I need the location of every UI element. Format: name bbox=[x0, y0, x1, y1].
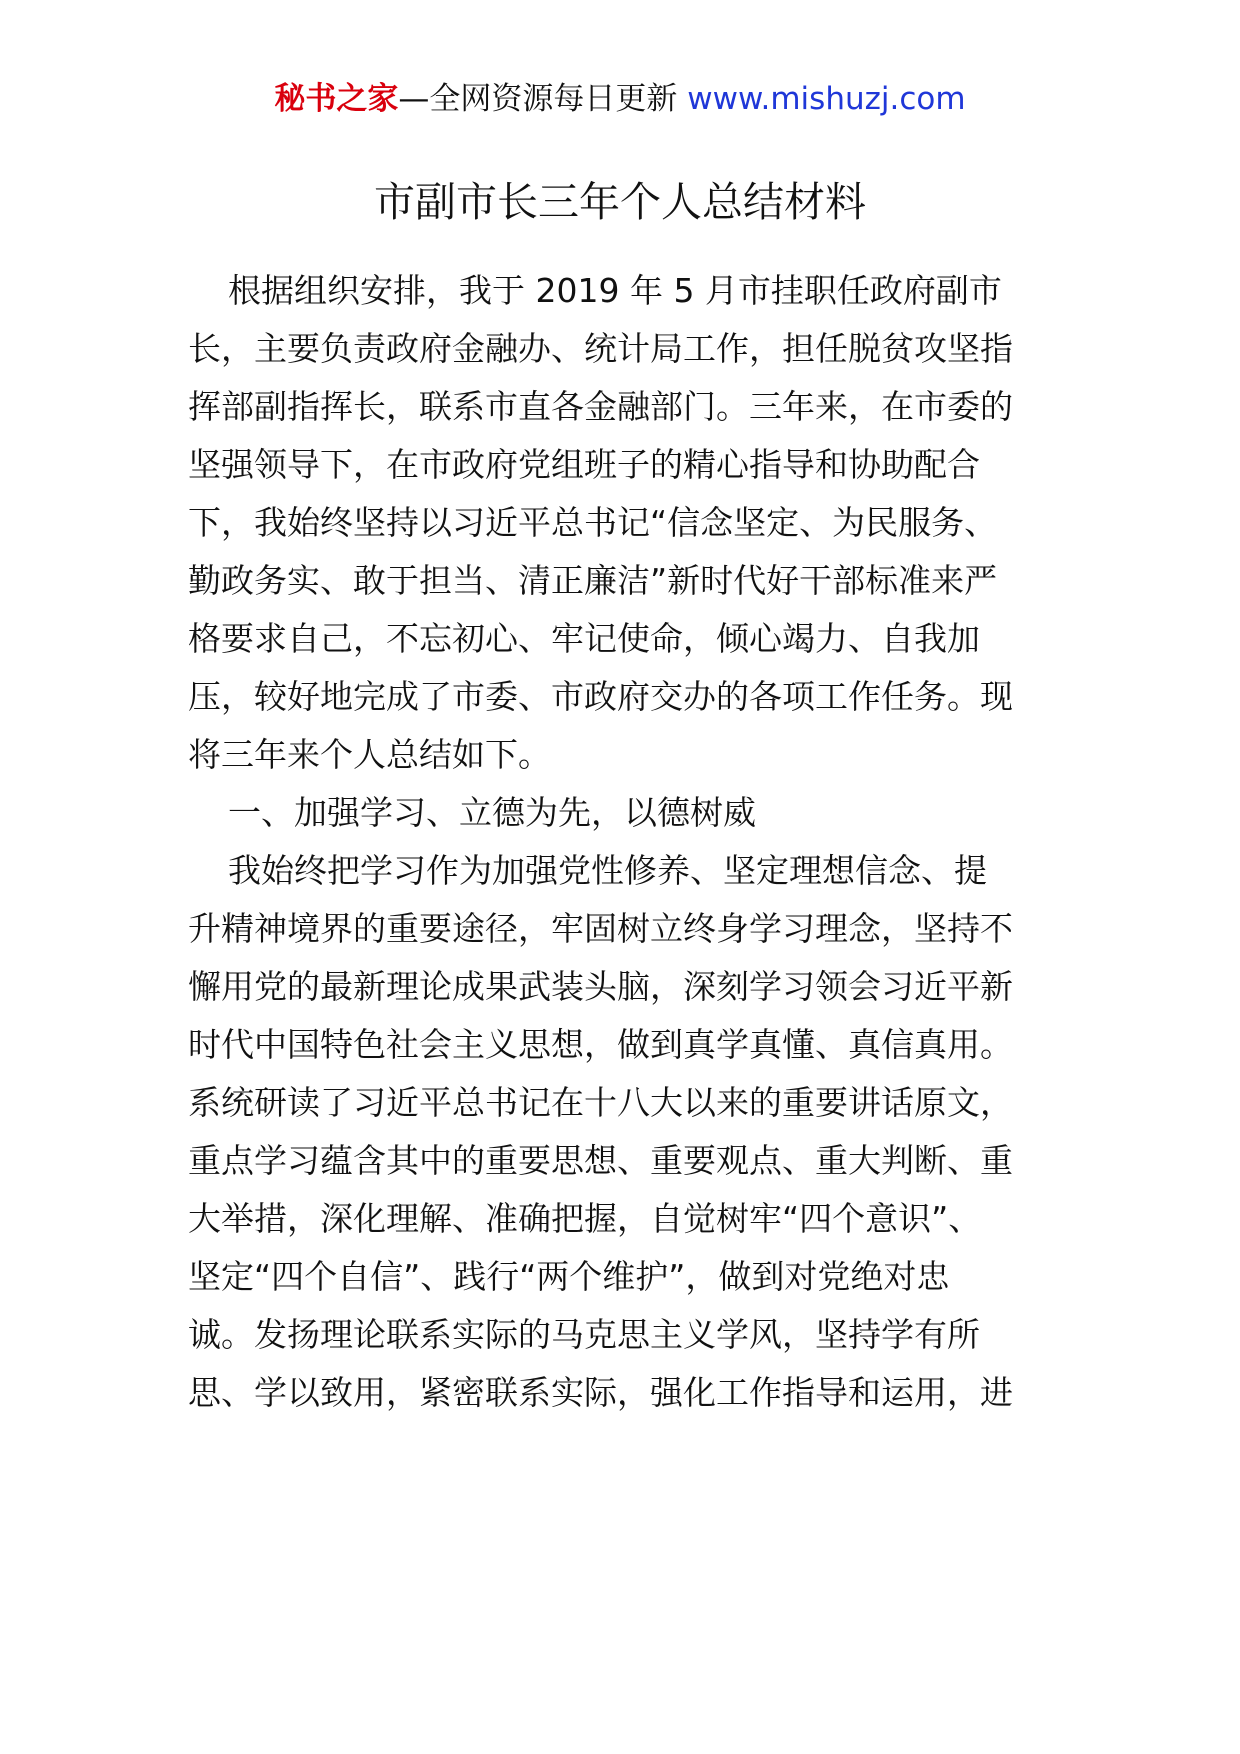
body-line-18: 坚定“四个自信”、践行“两个维护”，做到对党绝对忠 bbox=[188, 1257, 950, 1296]
document-title: 市副市长三年个人总结材料 bbox=[374, 178, 866, 226]
body-line-16: 重点学习蕴含其中的重要思想、重要观点、重大判断、重 bbox=[188, 1141, 1013, 1180]
body-line-2: 长，主要负责政府金融办、统计局工作，担任脱贫攻坚指 bbox=[188, 329, 1013, 368]
body-line-20: 思、学以致用，紧密联系实际，强化工作指导和运用，进 bbox=[188, 1373, 1013, 1412]
header-slogan: 全网资源每日更新 bbox=[429, 81, 678, 117]
header-dash: — bbox=[398, 81, 430, 117]
body-line-15: 系统研读了习近平总书记在十八大以来的重要讲话原文， bbox=[188, 1083, 1013, 1122]
body-line-14: 时代中国特色社会主义思想，做到真学真懂、真信真用。 bbox=[188, 1025, 1013, 1064]
body-line-8: 压，较好地完成了市委、市政府交办的各项工作任务。现 bbox=[188, 677, 1013, 716]
body-line-4: 坚强领导下，在市政府党组班子的精心指导和协助配合 bbox=[188, 445, 980, 484]
body-line-3: 挥部副指挥长，联系市直各金融部门。三年来，在市委的 bbox=[188, 387, 1013, 426]
site-url-link[interactable]: www.mishuzj.com bbox=[687, 81, 966, 117]
body-line-6: 勤政务实、敢于担当、清正廉洁”新时代好干部标准来严 bbox=[188, 561, 998, 600]
site-header bbox=[0, 74, 1240, 124]
body-line-11: 我始终把学习作为加强党性修养、坚定理想信念、提 bbox=[228, 851, 987, 890]
body-line-9: 将三年来个人总结如下。 bbox=[188, 735, 551, 774]
body-line-13: 懈用党的最新理论成果武装头脑，深刻学习领会习近平新 bbox=[188, 967, 1013, 1006]
brand-name: 秘书之家 bbox=[274, 81, 399, 117]
section-heading-1: 一、加强学习、立德为先，以德树威 bbox=[228, 793, 756, 832]
body-line-7: 格要求自己，不忘初心、牢记使命，倾心竭力、自我加 bbox=[188, 619, 980, 658]
body-line-5: 下，我始终坚持以习近平总书记“信念坚定、为民服务、 bbox=[188, 503, 998, 542]
body-line-1: 根据组织安排，我于 2019 年 5 月市挂职任政府副市 bbox=[228, 271, 1002, 310]
body-line-12: 升精神境界的重要途径，牢固树立终身学习理念，坚持不 bbox=[188, 909, 1013, 948]
body-line-17: 大举措，深化理解、准确把握，自觉树牢“四个意识”、 bbox=[188, 1199, 982, 1238]
body-line-19: 诚。发扬理论联系实际的马克思主义学风，坚持学有所 bbox=[188, 1315, 980, 1354]
